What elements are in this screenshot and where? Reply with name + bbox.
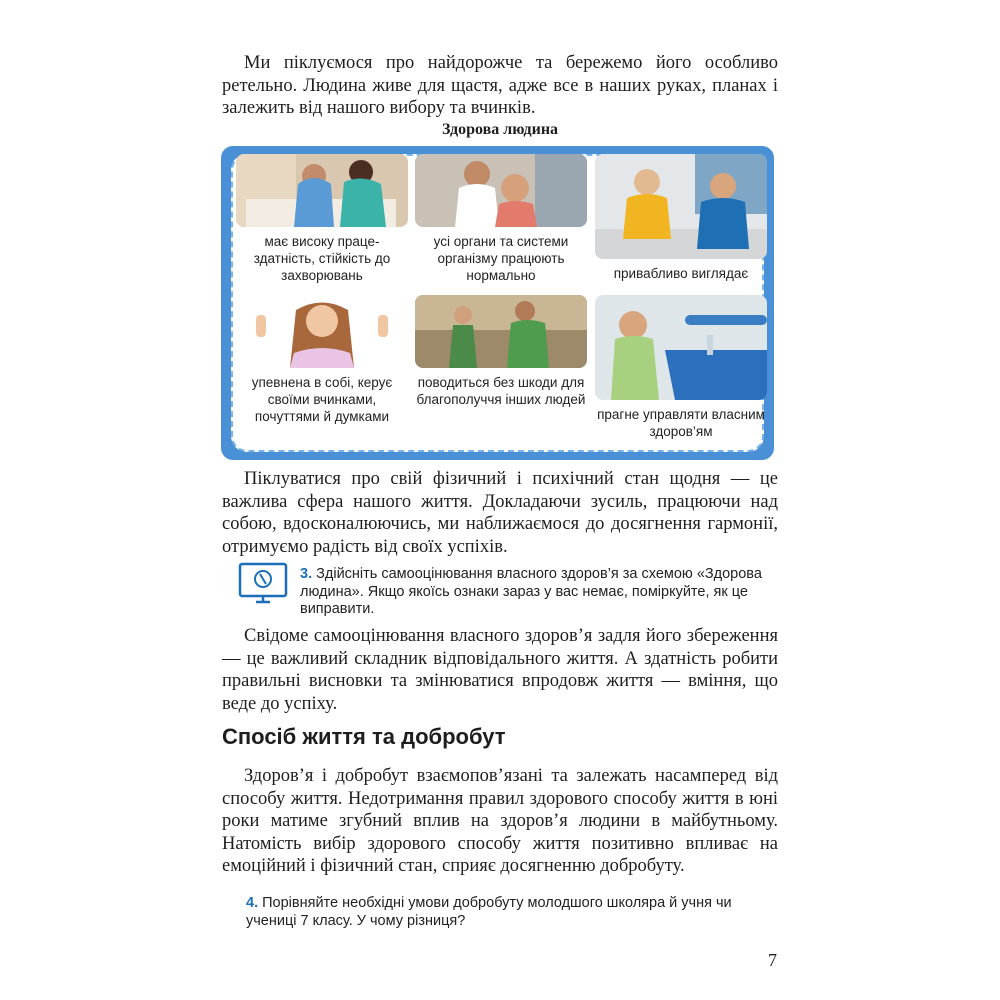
scheme-item-label: поводиться без шкоди для благополуччя інших людей — [416, 375, 586, 407]
task-3 — [300, 566, 778, 619]
students-at-desk-photo — [595, 154, 767, 259]
scheme-item-label: усі органи та системи організму працюють нормально — [433, 234, 569, 283]
task-4 — [246, 895, 778, 930]
section-heading: Спосіб життя та добробут — [222, 724, 506, 749]
scheme-item-4 — [236, 295, 408, 425]
healthy-person-scheme — [221, 146, 774, 460]
paragraph-lifestyle: Здоров’я і добробут взаємопов’язані та залежать насамперед від способу життя. Недотримання правил здорового способу життя в юні роки матиме згубний вплив на здоров’я людини в майбутньому. Натомість вибір здорового способу життя позитивно впливає на емоційний і фізичний стан, сприяє досягненню добробуту. — [222, 766, 778, 876]
scheme-item-label: привабливо виглядає — [613, 266, 749, 281]
happy-kids-photo — [415, 154, 587, 227]
task-number: 4. — [246, 895, 259, 911]
scheme-item-3 — [595, 154, 767, 282]
scheme-item-2 — [415, 154, 587, 284]
task-text: Здійсніть самооцінювання власного здоров’я за схемою «Здорова людина». Якщо якоїсь ознаки зараз у вас немає, поміркуйте, як це виправити. — [300, 566, 762, 617]
helping-person-photo — [415, 295, 587, 368]
scheme-item-label: прагне управляти власним здоров’ям — [597, 407, 765, 439]
page-number: 7 — [768, 950, 777, 970]
scheme-item-label: має високу праце-здатність, стійкість до захворювань — [253, 234, 391, 283]
computer-monitor-icon — [238, 562, 288, 608]
paragraph-health-care: Піклуватися про свій фізичний і психічний стан щодня — це важлива сфера нашого життя. Докладаючи зусиль, працюючи над собою, вдосконалюючись, ми наближаємося до досягнення гармонії, отримуємо радість від своїх успіхів. — [222, 469, 778, 557]
scheme-item-5 — [415, 295, 587, 408]
task-text: Порівняйте необхідні умови добробуту молодшого школяра й учня чи учениці 7 класу. У чому різниця? — [246, 895, 732, 929]
scheme-item-6 — [595, 295, 767, 440]
boy-washing-hands-photo — [595, 295, 767, 400]
paragraph-self-assessment: Свідоме самооцінювання власного здоров’я задля його збереження — це важливий складник відповідального життя. А здатність робити правильні висновки та змінюватися впродовж життя — вміння, що веде до успіху. — [222, 626, 778, 714]
scheme-item-1 — [236, 154, 408, 284]
scheme-item-label: упевнена в собі, керує своїми вчинками, почуттями й думками — [251, 375, 393, 424]
children-studying-photo — [236, 154, 408, 227]
scheme-inner-frame — [231, 154, 764, 452]
intro-paragraph: Ми піклуємося про найдорожче та бережемо його особливо ретельно. Людина живе для щастя, адже все в наших руках, планах і залежить від нашого вибору та вчинків. — [222, 53, 778, 118]
scheme-title: Здорова людина — [441, 121, 559, 138]
task-number: 3. — [300, 566, 313, 582]
girl-thumbs-up-photo — [236, 295, 408, 368]
